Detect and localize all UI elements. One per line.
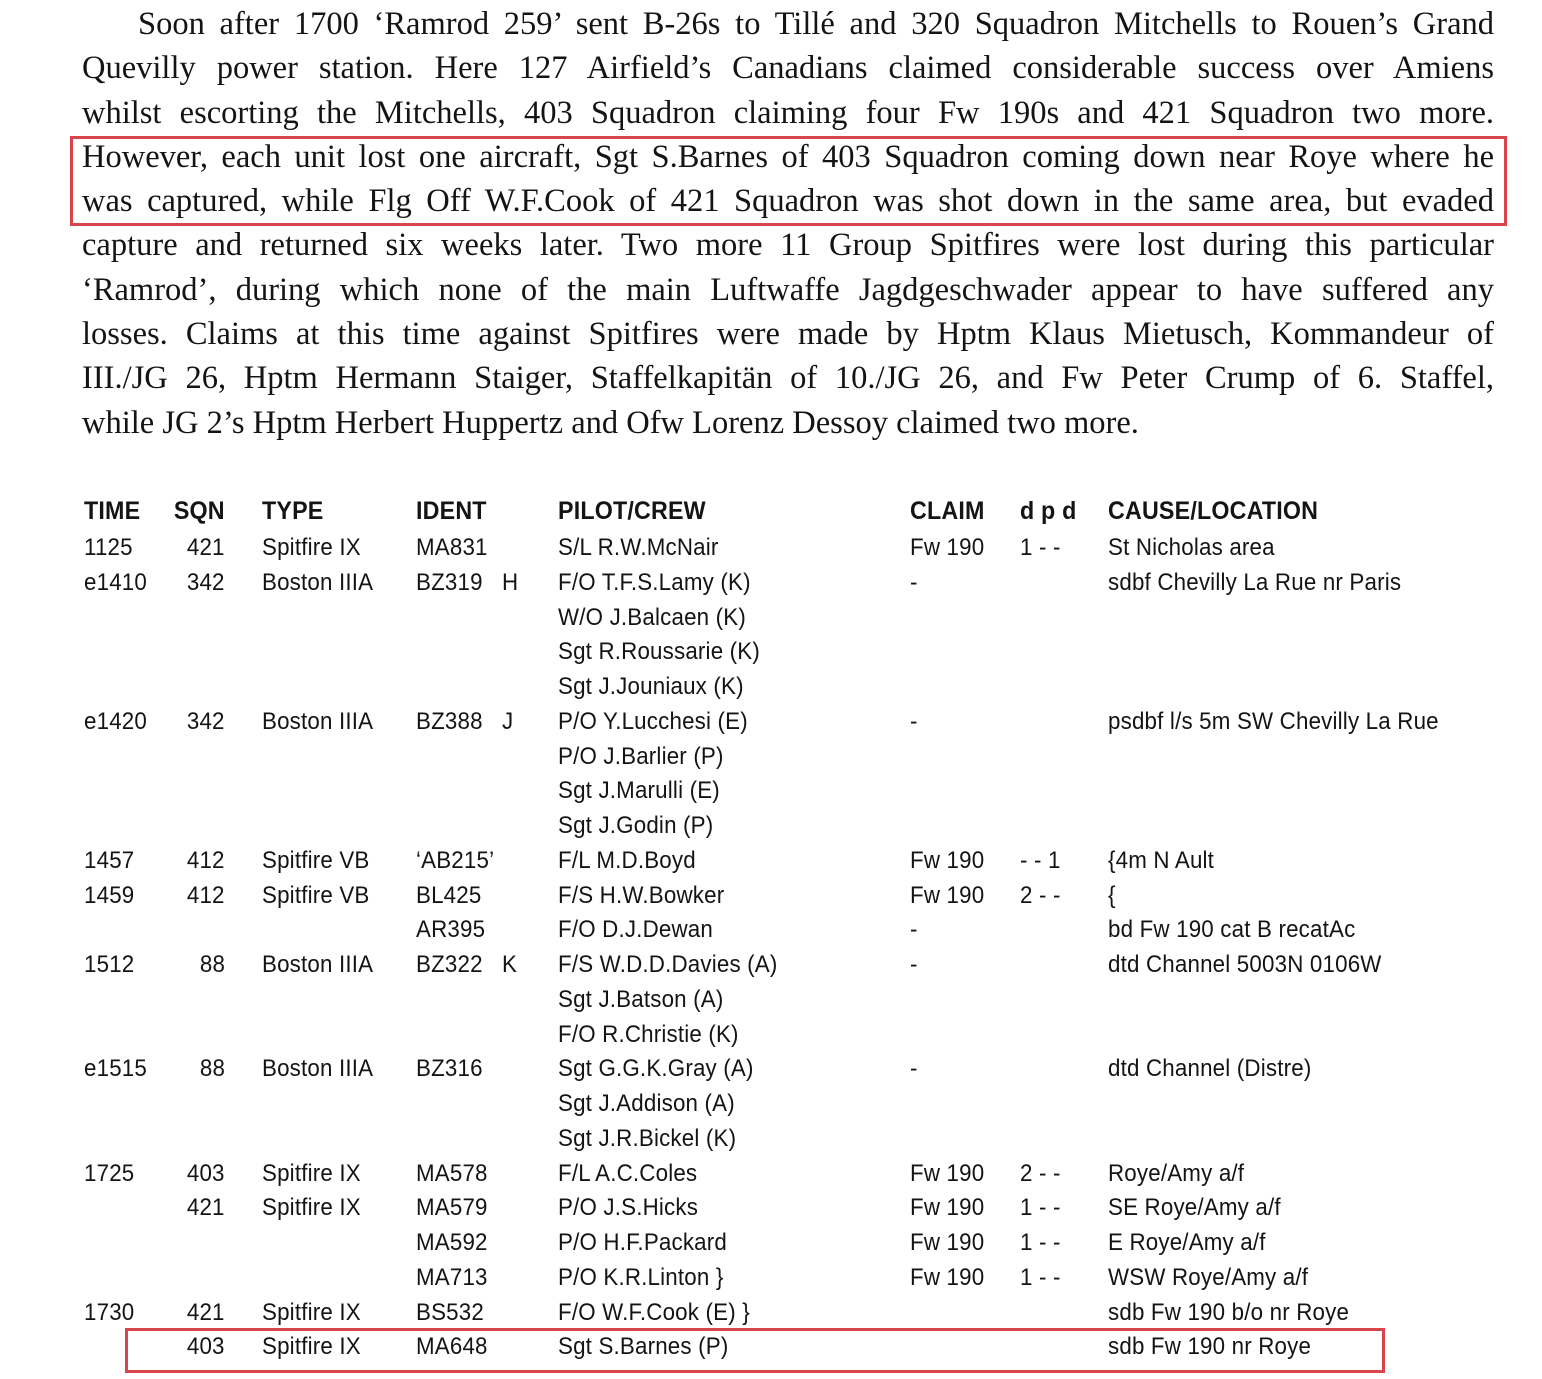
cell-sqn: 412: [187, 847, 225, 874]
paragraph-line: Quevilly power station. Here 127 Airfield’s Canadians claimed considerable success over Amiens: [82, 50, 1494, 87]
cell-pilot: F/O W.F.Cook (E) }: [558, 1299, 750, 1326]
cell-type: Boston IIIA: [262, 708, 374, 735]
cell-cause: {4m N Ault: [1108, 847, 1215, 874]
cell-ident: MA592: [416, 1229, 488, 1256]
cell-ident: MA713: [416, 1264, 488, 1291]
cell-claim: -: [910, 951, 918, 978]
cell-type: Boston IIIA: [262, 951, 374, 978]
cell-ident: BL425: [416, 882, 482, 909]
cell-sqn: 88: [199, 1055, 225, 1082]
cell-pilot: F/S H.W.Bowker: [558, 882, 725, 909]
paragraph-line: Soon after 1700 ‘Ramrod 259’ sent B-26s to Tillé and 320 Squadron Mitchells to Rouen’s Grand: [138, 6, 1494, 42]
cell-time: e1410: [84, 569, 148, 596]
paragraph-line: III./JG 26, Hptm Hermann Staiger, Staffelkapitän of 10./JG 26, and Fw Peter Crump of 6. Staffel,: [82, 360, 1494, 397]
cell-sqn: 412: [187, 882, 225, 909]
cell-pilot: Sgt J.R.Bickel (K): [558, 1125, 737, 1152]
header-time: TIME: [84, 497, 141, 525]
paragraph-line: capture and returned six weeks later. Two more 11 Group Spitfires were lost during this particular: [82, 227, 1494, 264]
cell-claim: Fw 190: [910, 882, 985, 909]
cell-time: 1459: [84, 882, 135, 909]
cell-sqn: 421: [187, 1299, 225, 1326]
header-type: TYPE: [262, 497, 324, 525]
cell-cause: E Roye/Amy a/f: [1108, 1229, 1266, 1256]
cell-pilot: F/O D.J.Dewan: [558, 916, 713, 943]
cell-dpd: 1 - -: [1020, 1229, 1061, 1256]
cell-time: 1730: [84, 1299, 135, 1326]
header-pilot: PILOT/CREW: [558, 497, 706, 525]
cell-claim: Fw 190: [910, 1229, 985, 1256]
cell-pilot: P/O J.S.Hicks: [558, 1194, 699, 1221]
cell-code: H: [502, 569, 519, 596]
cell-sqn: 342: [187, 569, 225, 596]
cell-sqn: 403: [187, 1333, 225, 1360]
cell-pilot: S/L R.W.McNair: [558, 534, 719, 561]
cell-ident: BZ316: [416, 1055, 483, 1082]
cell-claim: -: [910, 1055, 918, 1082]
header-cause: CAUSE/LOCATION: [1108, 497, 1319, 525]
paragraph-line: was captured, while Flg Off W.F.Cook of 421 Squadron was shot down in the same area, but evaded: [82, 183, 1494, 220]
paragraph-line: losses. Claims at this time against Spitfires were made by Hptm Klaus Mietusch, Kommandeur of: [82, 316, 1494, 353]
cell-pilot: Sgt J.Batson (A): [558, 986, 724, 1013]
paragraph-line: whilst escorting the Mitchells, 403 Squadron claiming four Fw 190s and 421 Squadron two more.: [82, 94, 1494, 131]
cell-pilot: F/L M.D.Boyd: [558, 847, 696, 874]
cell-sqn: 403: [187, 1160, 225, 1187]
cell-time: e1420: [84, 708, 148, 735]
cell-claim: -: [910, 708, 918, 735]
cell-sqn: 421: [187, 534, 225, 561]
cell-code: J: [502, 708, 514, 735]
header-dpd: d p d: [1020, 497, 1077, 525]
cell-cause: St Nicholas area: [1108, 534, 1275, 561]
cell-cause: sdb Fw 190 b/o nr Roye: [1108, 1299, 1350, 1326]
cell-sqn: 342: [187, 708, 225, 735]
row-highlight-box: [125, 1328, 1385, 1373]
header-ident: IDENT: [416, 497, 487, 525]
header-claim: CLAIM: [910, 497, 985, 525]
cell-cause: {: [1108, 882, 1116, 909]
cell-pilot: F/S W.D.D.Davies (A): [558, 951, 778, 978]
cell-cause: dtd Channel (Distre): [1108, 1055, 1312, 1082]
cell-cause: dtd Channel 5003N 0106W: [1108, 951, 1382, 978]
cell-ident: ‘AB215’: [416, 847, 495, 874]
cell-pilot: Sgt J.Jouniaux (K): [558, 673, 744, 700]
cell-time: 1457: [84, 847, 135, 874]
cell-ident: BZ319: [416, 569, 483, 596]
cell-dpd: 1 - -: [1020, 534, 1061, 561]
paragraph-line: However, each unit lost one aircraft, Sgt S.Barnes of 403 Squadron coming down near Roye where he: [82, 138, 1494, 175]
cell-claim: Fw 190: [910, 847, 985, 874]
cell-ident: BZ322: [416, 951, 483, 978]
paragraph-line: ‘Ramrod’, during which none of the main Luftwaffe Jagdgeschwader appear to have suffered any: [82, 271, 1494, 308]
cell-pilot: Sgt G.G.K.Gray (A): [558, 1055, 754, 1082]
cell-code: K: [502, 951, 518, 978]
cell-pilot: F/O T.F.S.Lamy (K): [558, 569, 751, 596]
cell-pilot: P/O Y.Lucchesi (E): [558, 708, 748, 735]
cell-pilot: Sgt J.Marulli (E): [558, 777, 720, 804]
cell-claim: Fw 190: [910, 534, 985, 561]
cell-pilot: Sgt J.Addison (A): [558, 1090, 735, 1117]
cell-sqn: 88: [199, 951, 225, 978]
cell-type: Spitfire IX: [262, 1299, 361, 1326]
cell-dpd: 1 - -: [1020, 1194, 1061, 1221]
cell-sqn: 421: [187, 1194, 225, 1221]
cell-pilot: P/O J.Barlier (P): [558, 743, 724, 770]
paragraph-line: while JG 2’s Hptm Herbert Huppertz and Ofw Lorenz Dessoy claimed two more.: [82, 404, 1139, 441]
cell-ident: MA578: [416, 1160, 488, 1187]
cell-cause: bd Fw 190 cat B recatAc: [1108, 916, 1356, 943]
cell-cause: sdbf Chevilly La Rue nr Paris: [1108, 569, 1402, 596]
cell-pilot: P/O K.R.Linton }: [558, 1264, 724, 1291]
cell-claim: Fw 190: [910, 1264, 985, 1291]
cell-type: Spitfire IX: [262, 534, 361, 561]
cell-type: Spitfire VB: [262, 882, 370, 909]
cell-pilot: F/L A.C.Coles: [558, 1160, 698, 1187]
cell-cause: psdbf l/s 5m SW Chevilly La Rue: [1108, 708, 1439, 735]
cell-type: Spitfire IX: [262, 1194, 361, 1221]
header-sqn: SQN: [174, 497, 225, 525]
cell-pilot: P/O H.F.Packard: [558, 1229, 728, 1256]
cell-type: Boston IIIA: [262, 1055, 374, 1082]
cell-type: Spitfire VB: [262, 847, 370, 874]
cell-cause: SE Roye/Amy a/f: [1108, 1194, 1281, 1221]
cell-ident: MA831: [416, 534, 488, 561]
cell-claim: Fw 190: [910, 1160, 985, 1187]
cell-pilot: F/O R.Christie (K): [558, 1021, 739, 1048]
cell-ident: MA579: [416, 1194, 488, 1221]
cell-dpd: 1 - -: [1020, 1264, 1061, 1291]
cell-type: Boston IIIA: [262, 569, 374, 596]
cell-dpd: 2 - -: [1020, 1160, 1061, 1187]
cell-pilot: Sgt S.Barnes (P): [558, 1333, 729, 1360]
cell-pilot: W/O J.Balcaen (K): [558, 604, 746, 631]
cell-time: e1515: [84, 1055, 148, 1082]
cell-pilot: Sgt J.Godin (P): [558, 812, 714, 839]
cell-cause: Roye/Amy a/f: [1108, 1160, 1245, 1187]
cell-time: 1125: [84, 534, 133, 561]
cell-claim: -: [910, 569, 918, 596]
cell-dpd: 2 - -: [1020, 882, 1061, 909]
cell-time: 1512: [84, 951, 135, 978]
cell-ident: MA648: [416, 1333, 488, 1360]
cell-cause: sdb Fw 190 nr Roye: [1108, 1333, 1312, 1360]
cell-ident: AR395: [416, 916, 486, 943]
cell-claim: Fw 190: [910, 1194, 985, 1221]
cell-cause: WSW Roye/Amy a/f: [1108, 1264, 1309, 1291]
cell-claim: -: [910, 916, 918, 943]
cell-ident: BS532: [416, 1299, 484, 1326]
cell-time: 1725: [84, 1160, 135, 1187]
cell-pilot: Sgt R.Roussarie (K): [558, 638, 760, 665]
cell-dpd: - - 1: [1020, 847, 1061, 874]
cell-type: Spitfire IX: [262, 1160, 361, 1187]
cell-ident: BZ388: [416, 708, 483, 735]
cell-type: Spitfire IX: [262, 1333, 361, 1360]
